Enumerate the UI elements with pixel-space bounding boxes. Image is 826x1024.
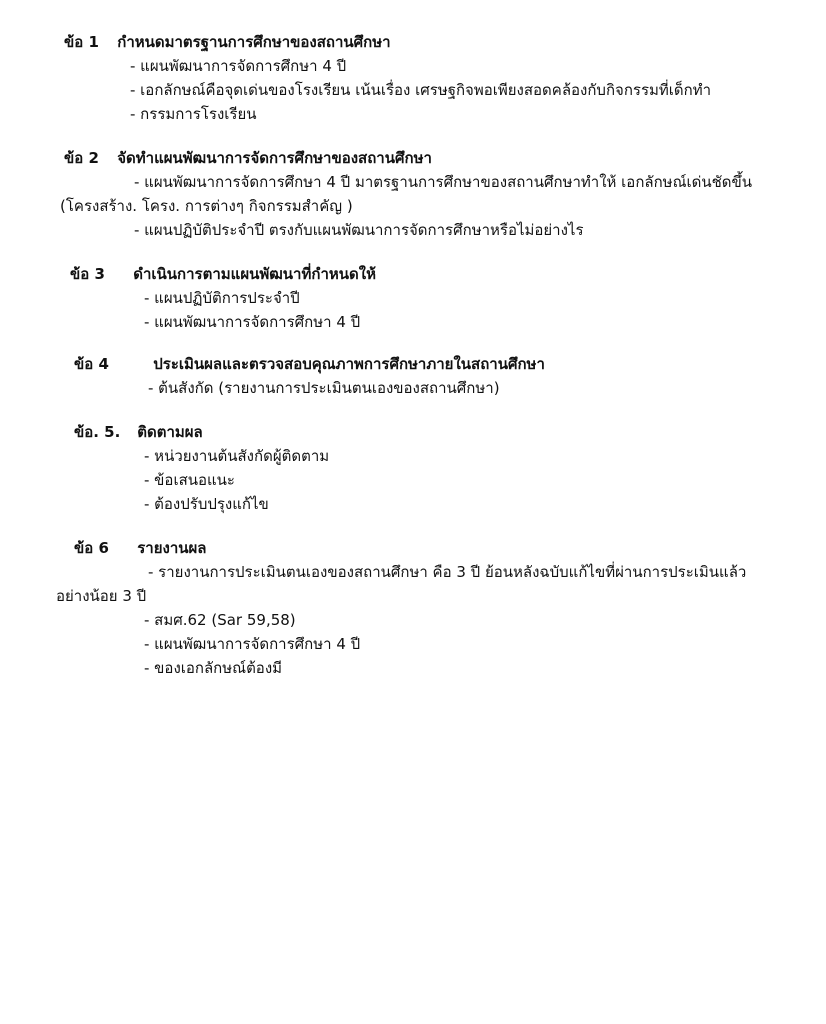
section-6-item-2: อย่างน้อย 3 ปี [56, 587, 147, 605]
section-2-item-1: - แผนพัฒนาการจัดการศึกษา 4 ปี มาตรฐานการศึกษาของสถานศึกษาทำให้ เอกลักษณ์เด่นชัดขึ้น [134, 173, 753, 191]
section-title: รายงานผล [137, 539, 207, 557]
section-4-heading [74, 354, 545, 374]
section-5-item-2: - ข้อเสนอแนะ [144, 471, 235, 489]
section-3-heading [70, 264, 376, 284]
section-6-item-3: - สมศ.62 (Sar 59,58) [144, 611, 296, 629]
section-6-heading [74, 538, 207, 558]
section-number: ข้อ 6 [74, 539, 109, 557]
section-title: กำหนดมาตรฐานการศึกษาของสถานศึกษา [117, 33, 391, 51]
section-2-heading [64, 148, 432, 168]
section-5-item-1: - หน่วยงานต้นสังกัดผู้ติดตาม [144, 447, 330, 465]
section-number: ข้อ 4 [74, 355, 109, 373]
section-6-item-5: - ของเอกลักษณ์ต้องมี [144, 659, 283, 677]
section-4-item-1: - ต้นสังกัด (รายงานการประเมินตนเองของสถานศึกษา) [148, 379, 500, 397]
section-1-item-3: - กรรมการโรงเรียน [130, 105, 257, 123]
section-2-item-3: - แผนปฏิบัติประจำปี ตรงกับแผนพัฒนาการจัดการศึกษาหรือไม่อย่างไร [134, 221, 584, 239]
section-number: ข้อ. 5. [74, 423, 121, 441]
section-title: ประเมินผลและตรวจสอบคุณภาพการศึกษาภายในสถานศึกษา [153, 355, 545, 373]
section-title: ติดตามผล [137, 423, 203, 441]
section-title: จัดทำแผนพัฒนาการจัดการศึกษาของสถานศึกษา [117, 149, 432, 167]
section-title: ดำเนินการตามแผนพัฒนาที่กำหนดให้ [133, 265, 376, 283]
section-5-item-3: - ต้องปรับปรุงแก้ไข [144, 495, 269, 513]
section-1-item-1: - แผนพัฒนาการจัดการศึกษา 4 ปี [130, 57, 347, 75]
section-1-item-2: - เอกลักษณ์คือจุดเด่นของโรงเรียน เน้นเรื่อง เศรษฐกิจพอเพียงสอดคล้องกับกิจกรรมที่เด็กทำ [130, 81, 712, 99]
section-3-item-1: - แผนปฏิบัติการประจำปี [144, 289, 300, 307]
section-1-heading [64, 32, 391, 52]
section-6-item-1: - รายงานการประเมินตนเองของสถานศึกษา คือ 3 ปี ย้อนหลังฉบับแก้ไขที่ผ่านการประเมินแล้ว [148, 563, 747, 581]
section-5-heading [74, 422, 203, 442]
section-3-item-2: - แผนพัฒนาการจัดการศึกษา 4 ปี [144, 313, 361, 331]
section-number: ข้อ 1 [64, 33, 99, 51]
section-6-item-4: - แผนพัฒนาการจัดการศึกษา 4 ปี [144, 635, 361, 653]
section-number: ข้อ 3 [70, 265, 105, 283]
section-2-item-2: (โครงสร้าง. โครง. การต่างๆ กิจกรรมสำคัญ ) [60, 197, 353, 215]
section-number: ข้อ 2 [64, 149, 99, 167]
